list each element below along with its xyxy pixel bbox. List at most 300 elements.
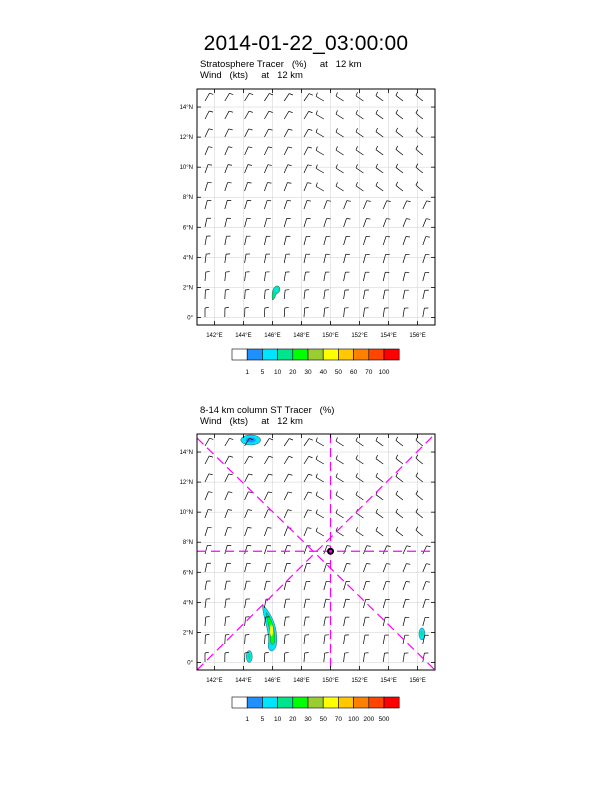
wind-barb [264,438,269,446]
wind-barb [363,290,365,299]
wind-barb [324,290,325,299]
wind-barb [245,236,247,245]
x-tick-label: 142°E [206,333,223,339]
storm-center-marker [329,550,332,553]
wind-barb-flag [336,473,337,477]
wind-barb [205,200,207,209]
wind-barb-flag [308,474,312,475]
wind-barb [324,308,325,317]
wind-barb [383,290,385,299]
y-tick-label: 12°N [179,135,193,142]
wind-barb [205,182,208,191]
wind-barb [423,564,426,572]
wind-barb [316,186,324,191]
wind-barb-flag [268,147,272,148]
wind-barb [336,459,344,464]
wind-barb-flag [229,474,233,475]
wind-barb-flag [209,111,213,112]
wind-barb-flag [308,165,312,166]
wind-barb [304,653,305,662]
wind-barb [363,254,365,263]
wind-barb-flag [289,439,293,440]
wind-barb [205,254,206,263]
wind-barb-flag [245,307,249,308]
wind-barb [363,635,365,644]
wind-barb-flag [316,438,317,442]
wind-barb [344,201,347,209]
colorbar-box [262,697,277,708]
wind-barb [344,254,346,263]
y-tick-label: 14°N [179,105,193,112]
wind-barb-flag [407,546,411,547]
wind-barb [245,183,248,191]
wind-barb [205,129,209,137]
wind-barb-flag [209,474,213,475]
wind-barb-flag [396,110,398,114]
wind-barb [304,147,308,155]
wind-barb [284,528,287,536]
wind-barb [344,653,345,662]
wind-barb [363,546,366,554]
wind-barb [324,653,325,662]
x-tick-label: 154°E [380,333,397,339]
wind-barb [396,131,403,137]
wind-barb [336,441,344,446]
wind-barb [205,165,208,173]
colorbar-box [247,349,262,360]
wind-barb [304,308,305,317]
wind-barb [316,96,324,101]
wind-barb [284,599,286,608]
wind-barb [344,599,346,608]
wind-barb-flag [426,237,430,238]
colorbar-box [293,697,308,708]
colorbar-box [369,697,384,708]
wind-barb [225,617,226,626]
wind-barb-flag [316,93,317,97]
wind-barb [245,528,248,536]
wind-barb-flag [336,455,337,459]
wind-barb-flag [205,307,209,308]
plot-frame [197,89,435,325]
wind-barb [376,168,383,173]
wind-barb-flag [307,183,311,184]
colorbar-label: 100 [348,716,360,723]
wind-barb-flag [336,92,337,96]
wind-barb-flag [336,164,337,168]
wind-barb [396,458,403,464]
wind-barb [245,93,250,101]
wind-barb [245,563,247,572]
wind-barb-flag [229,93,233,94]
wind-barb [383,219,386,227]
wind-barb [363,564,366,572]
tracer-contour [248,653,251,659]
colorbar-label: 10 [273,716,282,723]
wind-barb [363,236,366,245]
wind-barb [284,581,286,590]
wind-barb [376,531,383,536]
colorbar-box [232,697,247,708]
wind-barb-flag [376,473,378,477]
wind-barb [316,441,324,446]
wind-barb [316,150,324,155]
y-tick-label: 8°N [182,195,193,202]
wind-barb [225,254,226,263]
wind-barb [423,582,426,590]
wind-barb [396,149,403,155]
wind-barb-flag [288,492,292,493]
wind-barb [416,185,423,191]
wind-barb [336,495,344,500]
wind-barb [316,168,324,173]
wind-barb [344,272,346,281]
wind-barb [376,441,383,446]
panel2-title-line1: 8-14 km column ST Tracer (%) [200,405,335,416]
colorbar-label: 70 [334,716,343,723]
wind-barb [304,254,306,263]
wind-barb [264,528,267,536]
tracer-contour [421,631,424,637]
wind-barb [304,474,308,482]
panel-1-stratosphere-tracer [180,89,435,376]
wind-barb [284,456,289,464]
wind-barb-flag [205,289,209,290]
wind-barb [205,545,207,554]
wind-barb [416,131,423,137]
wind-barb-flag [210,93,214,94]
wind-barb [423,546,427,554]
wind-barb-flag [376,455,378,459]
wind-barb [205,456,209,464]
wind-barb [245,474,249,482]
wind-barb [304,563,307,572]
wind-barb-flag [376,128,378,132]
wind-barb-flag [228,165,232,166]
wind-barb-flag [406,219,410,220]
wind-barb [264,599,266,608]
wind-barb-flag [289,129,293,130]
y-tick-label: 6°N [182,570,193,577]
panel2-title-line2: Wind (kts) at 12 km [200,416,303,427]
wind-barb-flag [396,437,398,441]
wind-barb [344,581,347,590]
wind-barb [284,653,285,662]
wind-barb [304,165,308,173]
wind-barb [264,290,265,299]
wind-barb-flag [316,456,317,460]
wind-barb [264,236,266,245]
wind-barb [324,563,327,572]
wind-barb-flag [249,129,253,130]
wind-barb [205,218,207,227]
wind-barb-flag [210,438,214,439]
wind-barb [284,492,288,500]
wind-barb-flag [356,437,358,441]
wind-barb-flag [376,110,378,114]
wind-barb-flag [289,111,293,112]
wind-barb [383,581,386,590]
wind-barb-flag [356,110,358,114]
wind-barb-flag [265,652,269,653]
wind-barb-flag [407,201,411,202]
wind-barb [304,617,305,626]
wind-barb [403,308,404,317]
wind-barb [383,653,384,662]
panel-2-column-st-tracer [180,434,435,723]
wind-barb-flag [316,474,317,478]
wind-barb [324,581,326,590]
wind-barb-flag [376,527,378,531]
wind-barb [344,546,347,554]
wind-barb [376,459,383,464]
tracer-contour [274,287,278,292]
wind-barb [344,563,347,572]
wind-barb [316,459,324,464]
wind-barb-flag [288,165,292,166]
wind-barb-flag [225,307,229,308]
x-tick-label: 144°E [235,333,252,339]
y-tick-label: 0° [187,660,193,667]
colorbar-label: 40 [319,369,327,376]
wind-barb-flag [228,147,232,148]
y-tick-label: 10°N [179,165,193,172]
wind-barb [304,599,306,608]
colorbar-label: 5 [260,716,265,723]
colorbar-label: 200 [363,716,375,723]
wind-barb-flag [229,438,233,439]
wind-barb [304,581,306,590]
wind-barb [324,254,326,263]
wind-barb-flag [367,546,371,547]
wind-barb [304,129,308,137]
wind-barb [336,96,344,101]
wind-barb-flag [376,146,378,150]
wind-barb-flag [228,510,232,511]
wind-barb [225,563,227,572]
wind-barb [316,132,324,137]
colorbar-label: 1 [245,716,250,723]
wind-barb-flag [245,635,249,636]
colorbar-box [278,349,293,360]
wind-barb [225,218,227,227]
wind-barb-flag [316,183,317,187]
wind-barb [225,129,229,137]
wind-barb [205,147,208,155]
wind-barb [336,531,344,536]
colorbar-box [354,697,369,708]
wind-barb [225,599,226,608]
wind-barb [284,94,289,101]
wind-barb [205,617,206,626]
wind-barb [324,272,326,281]
wind-barb [264,147,268,155]
wind-barb [416,530,423,536]
wind-barb-flag [268,528,272,529]
colorbar-label: 50 [334,369,343,376]
x-tick-label: 150°E [322,333,339,339]
wind-barb [403,290,405,299]
colorbar-box [278,697,293,708]
wind-barb-flag [308,492,312,493]
colorbar-label: 70 [365,369,373,376]
wind-barb [304,510,308,518]
wind-barb-flag [347,546,351,547]
wind-barb-flag [426,219,430,220]
wind-barb-flag [309,456,313,457]
wind-barb [245,510,248,518]
wind-barb-flag [305,308,309,309]
x-tick-label: 152°E [351,333,368,339]
wind-barb-flag [285,652,289,653]
wind-barb [264,510,267,518]
wind-barb-flag [336,437,337,441]
wind-barb [416,494,423,500]
wind-barb-flag [208,510,212,511]
wind-barb [264,474,268,482]
wind-barb [225,527,228,536]
colorbar-label: 500 [378,716,390,723]
plot-area [197,434,435,670]
wind-barb-flag [248,183,252,184]
wind-barb [264,165,267,173]
wind-barb [324,546,327,554]
wind-barb-flag [265,307,269,308]
wind-barb [264,93,269,101]
wind-barb [383,272,385,281]
wind-barb-flag [205,652,209,653]
wind-barb [383,617,385,626]
wind-barb [304,236,306,245]
wind-barb-flag [309,111,313,112]
wind-barb [423,237,426,245]
wind-barb [284,200,287,209]
page-title: 2014-01-22_03:00:00 [203,32,409,55]
colorbar-label: 1 [245,369,250,376]
wind-barb [416,95,423,101]
wind-barb-flag [269,111,273,112]
wind-barb [264,563,266,572]
colorbar-label: 5 [260,369,265,376]
colorbar-box [232,349,247,360]
wind-barb-flag [356,92,358,96]
wind-barb-flag [289,474,293,475]
wind-barb [363,653,364,662]
wind-barb [245,111,249,119]
wind-barb [304,218,307,227]
wind-barb [383,599,385,608]
panel1-title-line1: Stratosphere Tracer (%) at 12 km [200,59,362,70]
wind-barb-flag [225,652,229,653]
wind-barb-flag [309,94,313,96]
wind-barb [396,95,403,101]
wind-barb [205,474,209,482]
wind-barb [396,476,403,482]
wind-barb [304,635,305,644]
wind-barb [336,477,344,482]
wind-barb [383,254,385,263]
colorbar-box [247,697,262,708]
x-tick-label: 146°E [264,333,281,339]
wind-barb [363,219,366,227]
wind-barb [423,254,426,263]
wind-barb [264,111,269,119]
wind-barb [403,617,405,626]
wind-barb [423,219,426,227]
wind-barb-flag [307,201,311,202]
wind-barb-flag [336,146,337,150]
wind-barb [383,308,384,317]
wind-barb [205,236,207,245]
wind-barb [304,201,307,209]
wind-barb [264,254,266,263]
wind-barb [416,149,423,155]
wind-barb [376,114,383,119]
wind-barb [416,458,423,464]
wind-barb [225,438,230,446]
wind-barb [225,272,226,281]
wind-barb [316,495,324,500]
wind-barb-flag [268,492,272,493]
colorbar-box [293,349,308,360]
x-tick-label: 144°E [235,678,252,684]
wind-barb [403,546,407,554]
wind-barb [304,456,309,464]
wind-barb [264,456,269,464]
wind-barb [304,272,305,281]
wind-barb [284,129,288,137]
wind-barb [225,111,229,119]
wind-barb [284,290,285,299]
wind-barb-flag [426,564,430,565]
x-tick-label: 156°E [409,678,426,684]
wind-barb-flag [307,528,311,529]
wind-barb [324,617,326,626]
wind-barb [383,635,385,644]
wind-barb-flag [386,564,390,565]
wind-barb-flag [225,289,229,290]
wind-barb [344,290,345,299]
wind-barb [245,254,246,263]
wind-barb [304,546,307,554]
wind-barb-flag [366,564,370,565]
wind-barb-flag [347,201,351,202]
wind-barb [383,236,386,245]
wind-barb [423,599,426,608]
wind-barb [225,182,228,191]
wind-barb [284,111,289,119]
y-tick-label: 8°N [182,540,193,547]
x-tick-label: 146°E [264,678,281,684]
wind-barb-flag [336,509,337,513]
wind-barb [324,635,325,644]
wind-barb [416,167,423,173]
colorbar-label: 20 [289,716,297,723]
wind-barb [336,513,344,518]
wind-barb-flag [356,182,358,186]
wind-barb [205,438,210,446]
wind-barb [403,236,406,245]
wind-barb [403,653,404,662]
wind-barb [316,114,324,119]
wind-barb-flag [248,528,252,529]
wind-barb-flag [336,110,337,114]
wind-barb [284,183,287,191]
wind-barb [245,492,249,500]
x-tick-label: 150°E [322,678,339,684]
wind-barb [336,186,344,191]
wind-barb [264,545,267,554]
